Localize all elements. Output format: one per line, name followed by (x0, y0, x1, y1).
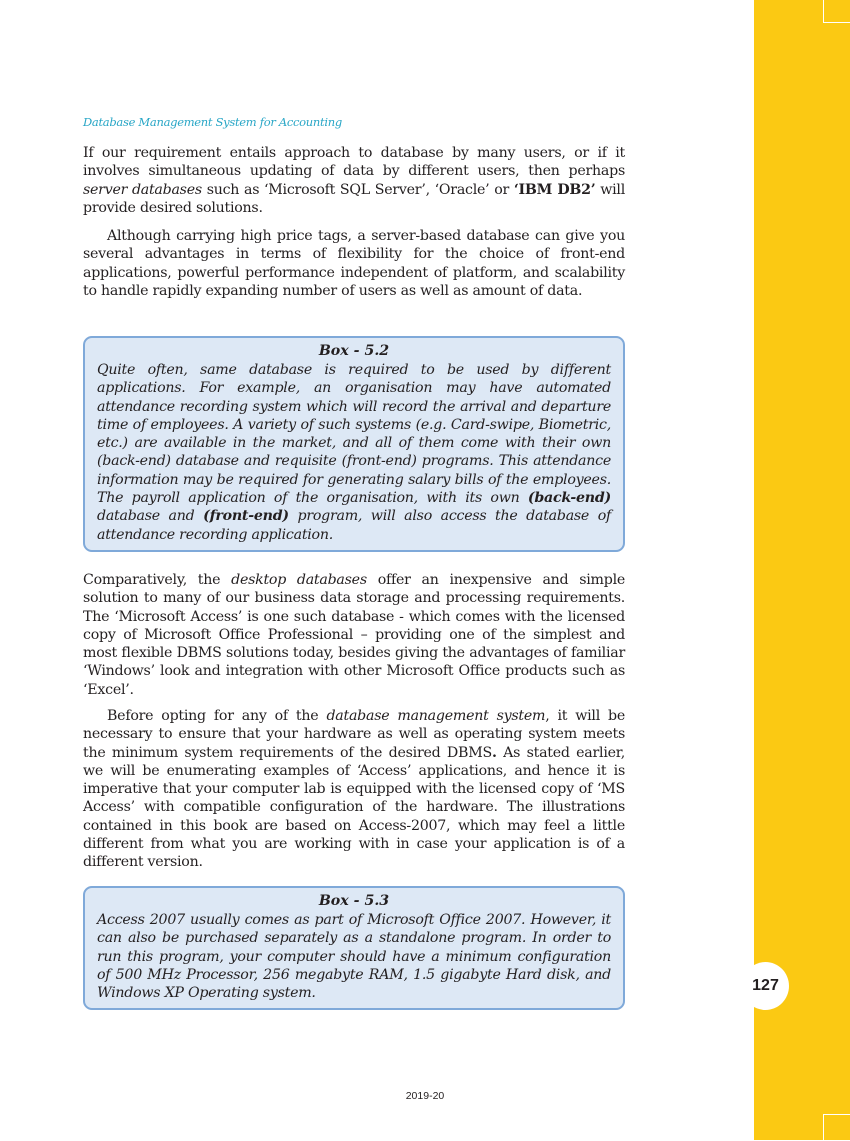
text-run: ‘IBM DB2’ (513, 181, 596, 198)
box-5-3-title: Box - 5.3 (318, 893, 390, 909)
text-run: . (491, 744, 497, 761)
text-run: Before opting for any of the (107, 708, 327, 724)
paragraph-server-databases (83, 144, 625, 217)
text-run: Access 2007 usually comes as part of Microsoft Office 2007. However, it can also be purchased separately as a standalone program. In order to run this program, your computer should have a minimum configuration of 500 MHz Processor, 256 megabyte RAM, 1.5 gigabyte Hard disk, and Windows XP Operating system. (97, 912, 611, 1002)
page-number: 127 (742, 962, 789, 1010)
crop-mark-bottom (823, 1114, 850, 1141)
text-run: offer an inexpensive and simple solution to many of our business data storage and processing requirements. The ‘Microsoft Access’ is one such database - which comes with the licensed copy of Microsoft Office Professional – providing one of the simplest and most flexible DBMS solutions today, besides giving the advantages of familiar ‘Windows’ look and integration with other Microsoft Office products such as ‘Excel’. (83, 572, 626, 698)
text-run: database management system (326, 708, 546, 724)
box-5-3-text (97, 911, 611, 1002)
box-5-2-text (97, 361, 611, 544)
text-run: desktop databases (231, 572, 367, 588)
text-run: As stated earlier, we will be enumerating examples of ‘Access’ applications, and hence it is imperative that your computer lab is equipped with the licensed copy of ‘MS Access’ with compatible configuration of the hardware. The illustrations contained in this book are based on Access-2007, which may feel a little different from what you are working with in case your application is of a different version. (83, 744, 625, 871)
text-run: will provide desired solutions. (83, 181, 625, 216)
text-run: If our requirement entails approach to database by many users, or if it involves simultaneous updating of data by different users, then perhaps (83, 145, 625, 180)
box-5-2-title: Box - 5.2 (318, 343, 390, 359)
running-head: Database Management System for Accounting (83, 115, 342, 129)
text-run: (front-end) (203, 508, 289, 525)
text-run: Comparatively, the (83, 572, 232, 588)
footer-year: 2019-20 (405, 1090, 445, 1102)
text-run: such as ‘Microsoft SQL Server’, ‘Oracle’ or (201, 181, 514, 198)
box-5-2 (83, 336, 625, 552)
box-5-3 (83, 886, 625, 1010)
paragraph-system-requirements (83, 707, 625, 872)
paragraph-server-advantages (83, 227, 625, 300)
paragraph-desktop-databases (83, 571, 625, 699)
text-run: (back-end) (527, 490, 611, 507)
text-run: Although carrying high price tags, a server-based database can give you several advantages in terms of flexibility for the choice of front-end applications, powerful performance independent of platform, and scalability to handle rapidly expanding number of users as well as amount of data. (83, 228, 625, 299)
text-run: Quite often, same database is required to be used by different applications. For example, an organisation may have automated attendance recording system which will record the arrival and departure time of employees. A variety of such systems (e.g. Card-swipe, Biometric, etc.) are available in the market, and all of them come with their own (back-end) database and requisite (front-end) programs. This attendance information may be required for generating salary bills of the employees. The payroll application of the organisation, with its own (97, 362, 611, 507)
text-run: program, will also access the database of attendance recording application. (97, 508, 611, 543)
text-run: , it will be necessary to ensure that your hardware as well as operating system meets the minimum system requirements of the desired DBMS (83, 708, 626, 761)
text-run: server databases (83, 181, 202, 198)
crop-mark-top (823, 0, 850, 23)
text-run: database and (97, 508, 204, 525)
